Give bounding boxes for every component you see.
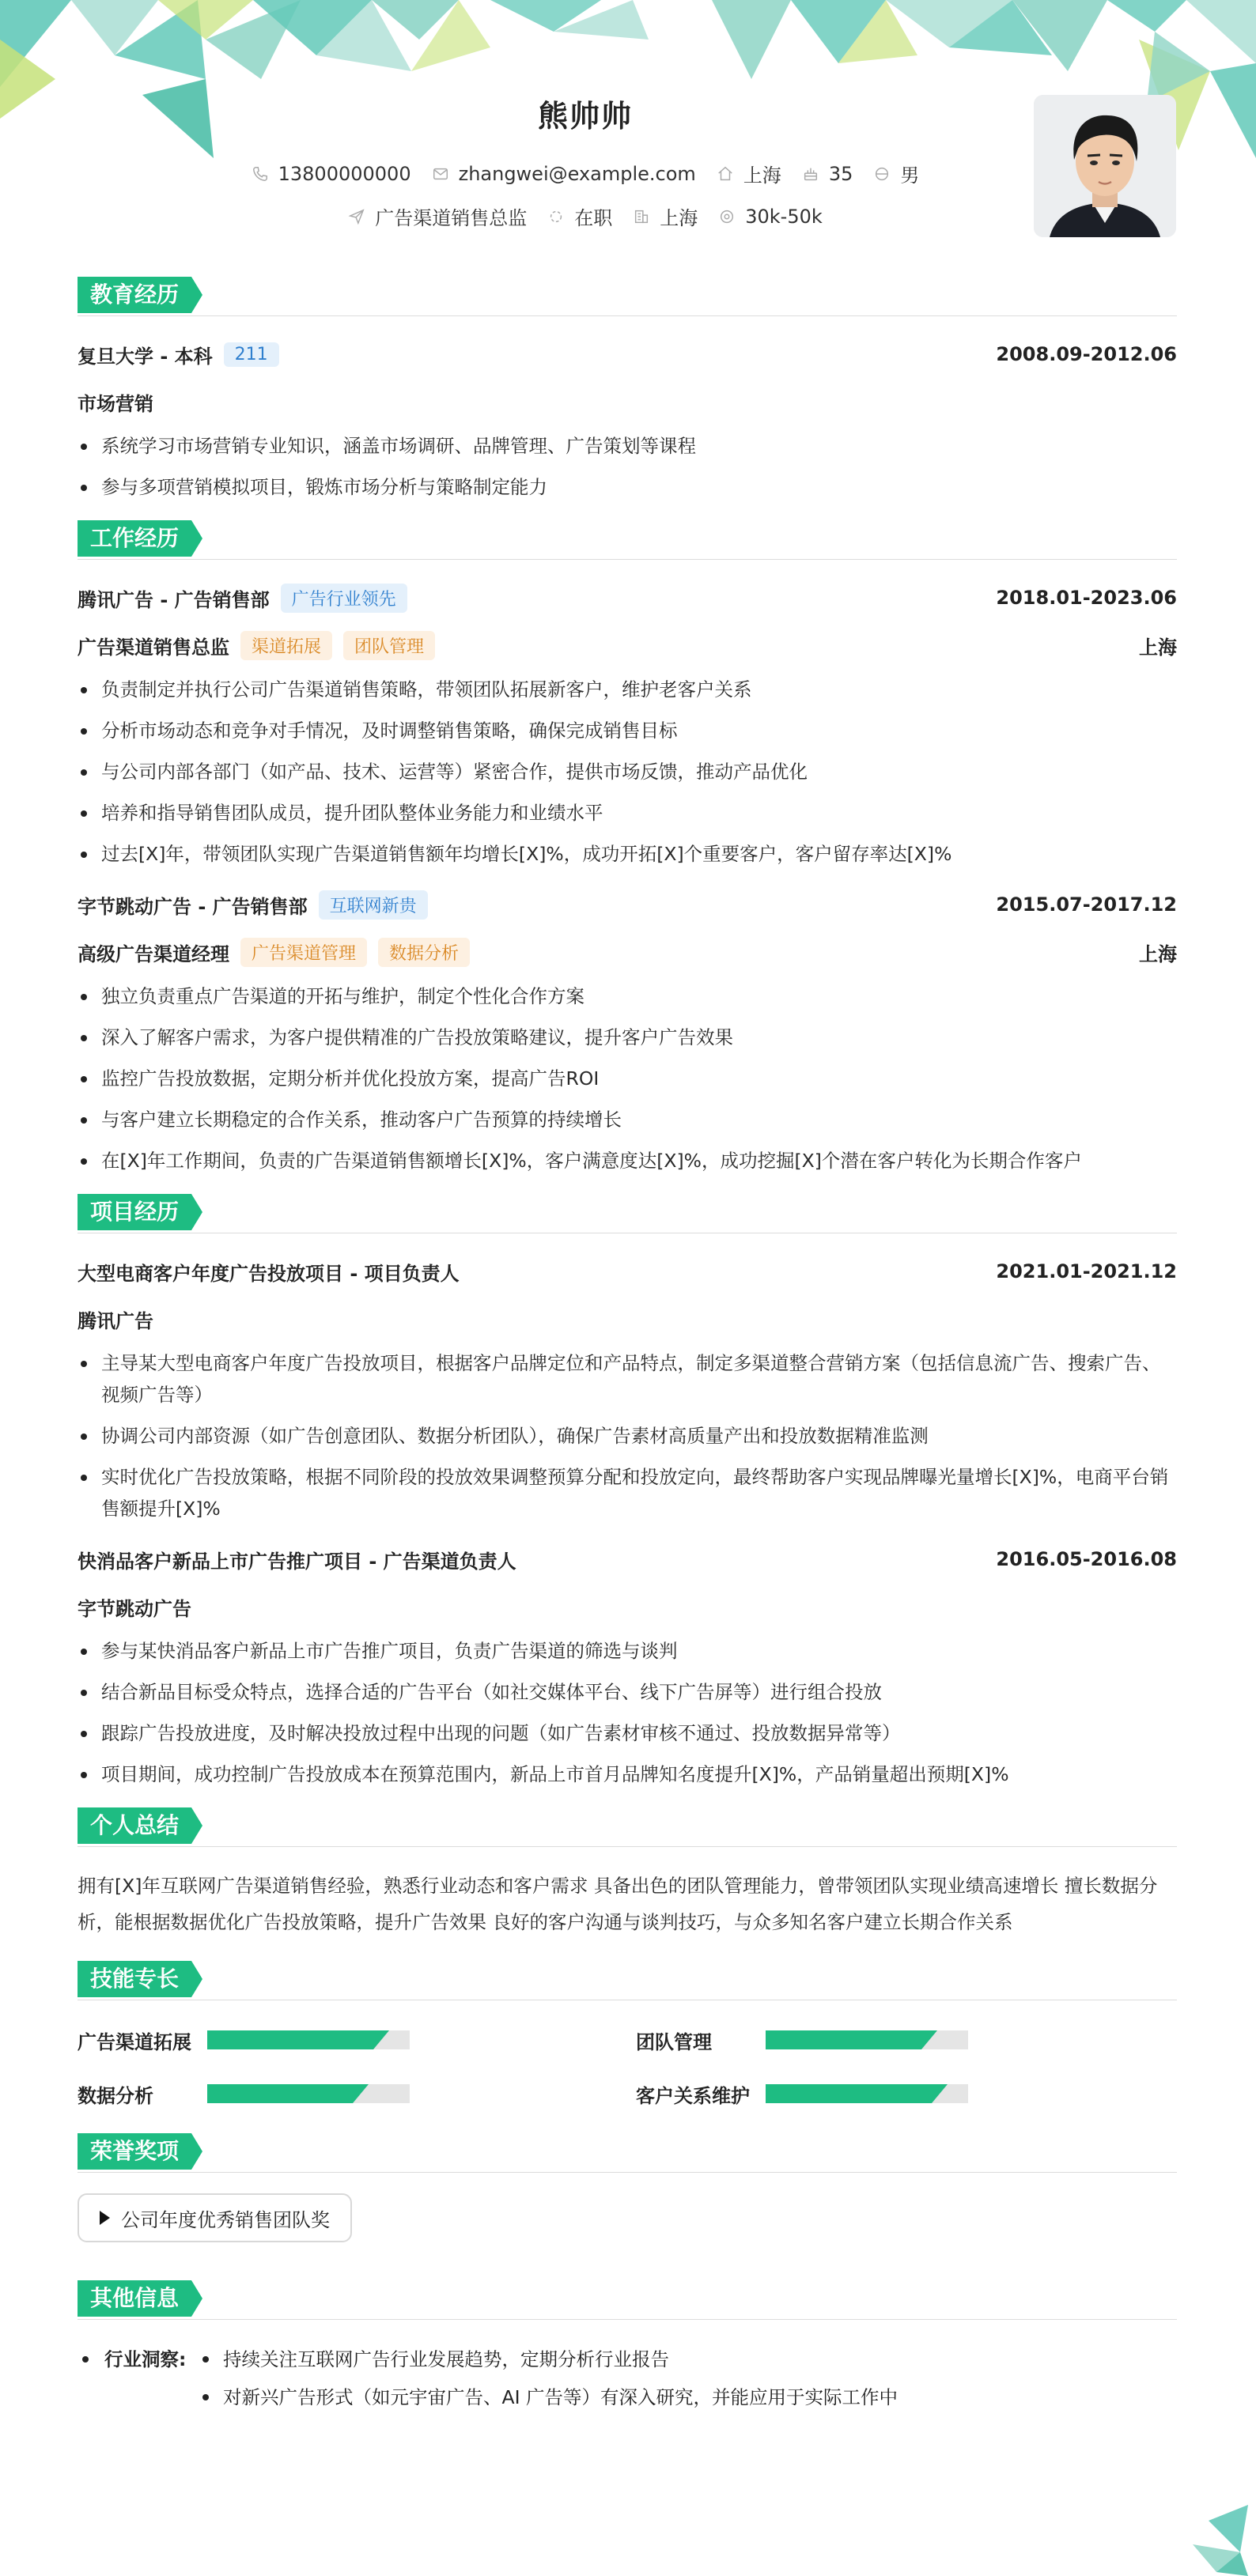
- summary-section: [78, 1807, 1177, 1940]
- corner-decoration: [1161, 2489, 1256, 2576]
- skill-name: 广告渠道拓展: [78, 2030, 191, 2053]
- gender-icon: [873, 165, 891, 183]
- project-title-row: [78, 1542, 1177, 1577]
- portrait-photo: [1034, 95, 1176, 237]
- other-section: [78, 2280, 1177, 2416]
- target-city-info: [633, 202, 698, 230]
- skill-level-fill: [207, 2030, 373, 2049]
- skills-section: [78, 1961, 1177, 2113]
- summary-header: [78, 1807, 1177, 1847]
- project-name: 大型电商客户年度广告投放项目 - 项目负责人: [78, 1262, 460, 1285]
- company-tag: 互联网新贵: [319, 890, 428, 920]
- skill-level-fill: [766, 2084, 932, 2103]
- company-tag: 广告行业领先: [281, 584, 407, 613]
- list-item: 负责制定并执行公司广告渠道销售策略，带领团队拓展新客户，维护老客户关系: [78, 674, 1177, 705]
- salary-text: 30k-50k: [745, 205, 823, 228]
- gender-text: 男: [900, 164, 920, 187]
- contact-row: [0, 160, 1171, 187]
- skill-level-fill: [207, 2084, 353, 2103]
- project-org: 腾讯广告: [78, 1309, 153, 1332]
- age-info: [802, 163, 853, 185]
- skill-bar: [766, 2030, 968, 2049]
- bullet-dot: [82, 2356, 89, 2363]
- list-item: 在[X]年工作期间，负责的广告渠道销售额增长[X]%，客户满意度达[X]%，成功挖掘[X]个潜在客户转化为长期合作客户: [78, 1145, 1177, 1177]
- awards-header: [78, 2133, 1177, 2173]
- other-text: 持续关注互联网广告行业发展趋势，定期分析行业报告: [223, 2348, 669, 2370]
- section-divider: [78, 2319, 1177, 2320]
- projects-section: [78, 1194, 1177, 1790]
- skill-name: 团队管理: [636, 2030, 712, 2053]
- avatar: [1034, 95, 1176, 237]
- section-title: 工作经历: [78, 520, 191, 557]
- list-item: 与公司内部各部门（如产品、技术、运营等）紧密合作，提供市场反馈，推动产品优化: [78, 756, 1177, 788]
- skill-item: [78, 2021, 636, 2059]
- phone-icon: [252, 165, 269, 183]
- section-title: 技能专长: [78, 1961, 191, 1997]
- salary-info: [718, 206, 823, 228]
- city-info: [717, 160, 781, 187]
- phone-text: 13800000000: [278, 162, 411, 185]
- cake-icon: [802, 165, 819, 183]
- send-icon: [348, 208, 365, 225]
- email-info: [432, 163, 696, 185]
- education-date: 2008.09-2012.06: [996, 343, 1177, 365]
- skill-name: 客户关系维护: [636, 2084, 750, 2107]
- list-item: 主导某大型电商客户年度广告投放项目，根据客户品牌定位和产品特点，制定多渠道整合营销方案（包括信息流广告、搜索广告、视频广告等）: [78, 1347, 1177, 1411]
- other-label: 行业洞察:: [104, 2348, 187, 2370]
- job-date: 2018.01-2023.06: [996, 587, 1177, 609]
- company-name: 腾讯广告 - 广告销售部: [78, 588, 270, 611]
- age-text: 35: [828, 162, 853, 185]
- award-badge: [78, 2193, 352, 2242]
- education-header: [78, 277, 1177, 316]
- job-role: 广告渠道销售总监: [78, 636, 229, 659]
- email-text: zhangwei@example.com: [458, 162, 696, 185]
- bullet-dot: [202, 2394, 209, 2400]
- other-header: [78, 2280, 1177, 2320]
- section-title: 教育经历: [78, 277, 191, 313]
- job-bullets: [78, 980, 1177, 1177]
- project-org-row: [78, 1301, 1177, 1336]
- list-item: 培养和指导销售团队成员，提升团队整体业务能力和业绩水平: [78, 797, 1177, 829]
- mail-icon: [432, 165, 449, 183]
- skills-header: [78, 1961, 1177, 2000]
- list-item: 项目期间，成功控制广告投放成本在预算范围内，新品上市首月品牌知名度提升[X]%，产品销量超出预期[X]%: [78, 1758, 1177, 1790]
- section-title: 其他信息: [78, 2280, 191, 2317]
- job-company-row: [78, 580, 1177, 615]
- project-bullets: [78, 1347, 1177, 1524]
- job-role-row: [78, 628, 1177, 663]
- list-item: 监控广告投放数据，定期分析并优化投放方案，提高广告ROI: [78, 1063, 1177, 1094]
- education-bullets: [78, 430, 1177, 503]
- role-tag: 团队管理: [343, 631, 435, 660]
- list-item: 参与某快消品客户新品上市广告推广项目，负责广告渠道的筛选与谈判: [78, 1635, 1177, 1667]
- section-divider: [78, 1846, 1177, 1847]
- project-org: 字节跳动广告: [78, 1597, 191, 1620]
- job-bullets: [78, 674, 1177, 870]
- company-name: 字节跳动广告 - 广告销售部: [78, 895, 308, 918]
- skill-bar: [207, 2030, 410, 2049]
- list-item: 结合新品目标受众特点，选择合适的广告平台（如社交媒体平台、线下广告屏等）进行组合投放: [78, 1676, 1177, 1708]
- skill-level-fill: [766, 2030, 921, 2049]
- list-item: 深入了解客户需求，为客户提供精准的广告投放策略建议，提升客户广告效果: [78, 1022, 1177, 1053]
- other-info-line: [78, 2378, 1177, 2416]
- section-title: 个人总结: [78, 1807, 191, 1844]
- skill-item: [636, 2075, 1177, 2113]
- skill-item: [78, 2075, 636, 2113]
- education-major-row: [78, 384, 1177, 419]
- award-text: 公司年度优秀销售团队奖: [121, 2208, 330, 2231]
- skill-item: [636, 2021, 1177, 2059]
- education-section: [78, 277, 1177, 503]
- work-header: [78, 520, 1177, 560]
- role-tag: 渠道拓展: [240, 631, 332, 660]
- list-item: 与客户建立长期稳定的合作关系，推动客户广告预算的持续增长: [78, 1104, 1177, 1135]
- section-divider: [78, 559, 1177, 560]
- section-divider: [78, 315, 1177, 316]
- status-text: 在职: [574, 207, 613, 229]
- project-name: 快消品客户新品上市广告推广项目 - 广告渠道负责人: [78, 1550, 516, 1573]
- role-tag: 广告渠道管理: [240, 938, 367, 967]
- job-role: 高级广告渠道经理: [78, 942, 229, 965]
- project-bullets: [78, 1635, 1177, 1790]
- resume-header: [0, 0, 1256, 253]
- building-icon: [633, 208, 650, 225]
- awards-section: [78, 2133, 1177, 2263]
- school-name: 复旦大学 - 本科: [78, 345, 213, 368]
- job-role-row: [78, 935, 1177, 969]
- phone-info: [252, 163, 411, 185]
- skill-bar: [207, 2084, 410, 2103]
- job-intent-row: [0, 202, 1171, 230]
- project-org-row: [78, 1589, 1177, 1624]
- job-date: 2015.07-2017.12: [996, 893, 1177, 916]
- school-tag: 211: [224, 342, 279, 367]
- home-icon: [717, 165, 734, 183]
- major-name: 市场营销: [78, 392, 153, 415]
- section-title: 项目经历: [78, 1194, 191, 1230]
- work-section: [78, 520, 1177, 1177]
- target-city-text: 上海: [660, 207, 698, 229]
- other-text: 对新兴广告形式（如元宇宙广告、AI 广告等）有深入研究，并能应用于实际工作中: [223, 2386, 898, 2408]
- list-item: 过去[X]年，带领团队实现广告渠道销售额年均增长[X]%，成功开拓[X]个重要客户，客户留存率达[X]%: [78, 838, 1177, 870]
- project-date: 2016.05-2016.08: [996, 1548, 1177, 1570]
- job-location: 上海: [1139, 636, 1177, 659]
- projects-header: [78, 1194, 1177, 1233]
- skill-name: 数据分析: [78, 2084, 153, 2107]
- resume-body: [78, 277, 1177, 2434]
- coin-icon: [718, 208, 736, 225]
- job-location: 上海: [1139, 942, 1177, 965]
- project-date: 2021.01-2021.12: [996, 1260, 1177, 1282]
- education-school-row: [78, 337, 1177, 372]
- role-tag: 数据分析: [378, 938, 470, 967]
- list-item: 实时优化广告投放策略，根据不同阶段的投放效果调整预算分配和投放定向，最终帮助客户实现品牌曝光量增长[X]%，电商平台销售额提升[X]%: [78, 1461, 1177, 1524]
- bullet-dot: [202, 2356, 209, 2363]
- list-item: 独立负责重点广告渠道的开拓与维护，制定个性化合作方案: [78, 980, 1177, 1012]
- status-info: [547, 202, 612, 230]
- project-title-row: [78, 1254, 1177, 1289]
- list-item: 跟踪广告投放进度，及时解决投放过程中出现的问题（如广告素材审核不通过、投放数据异常等）: [78, 1717, 1177, 1749]
- role-text: 广告渠道销售总监: [375, 207, 528, 229]
- job-company-row: [78, 887, 1177, 922]
- city-text: 上海: [743, 164, 781, 187]
- candidate-name: 熊帅帅: [537, 99, 633, 134]
- play-triangle-icon: [100, 2211, 110, 2225]
- list-item: 分析市场动态和竞争对手情况，及时调整销售策略，确保完成销售目标: [78, 715, 1177, 746]
- status-icon: [547, 208, 565, 225]
- section-divider: [78, 2172, 1177, 2173]
- summary-text: 拥有[X]年互联网广告渠道销售经验，熟悉行业动态和客户需求 具备出色的团队管理能力，曾带领团队实现业绩高速增长 擅长数据分析，能根据数据优化广告投放策略，提升广告效果 良好的客户沟通与谈判技巧，与众多知名客户建立长期合作关系: [78, 1875, 1158, 1933]
- list-item: 参与多项营销模拟项目，锻炼市场分析与策略制定能力: [78, 471, 1177, 503]
- other-info-line: [78, 2340, 1177, 2378]
- list-item: 协调公司内部资源（如广告创意团队、数据分析团队），确保广告素材高质量产出和投放数据精准监测: [78, 1420, 1177, 1452]
- section-title: 荣誉奖项: [78, 2133, 191, 2170]
- role-info: [348, 202, 527, 230]
- skill-bar: [766, 2084, 968, 2103]
- skills-grid: [78, 2021, 1177, 2113]
- list-item: 系统学习市场营销专业知识，涵盖市场调研、品牌管理、广告策划等课程: [78, 430, 1177, 462]
- gender-info: [873, 160, 919, 187]
